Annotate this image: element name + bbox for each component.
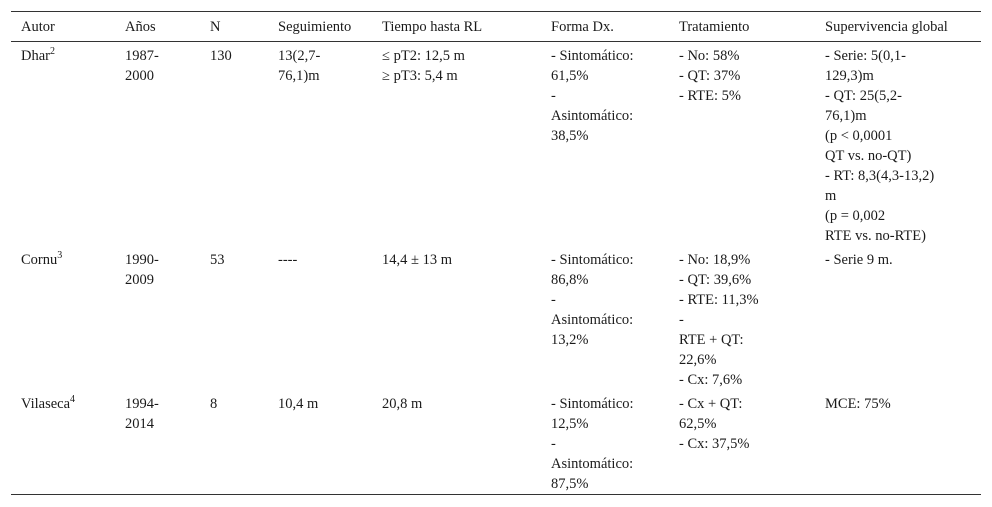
- cell-autor: [11, 246, 115, 390]
- followup-line: 10,4 m: [278, 396, 319, 412]
- header-autor: Autor: [21, 18, 55, 35]
- cell-tratamiento: [669, 42, 815, 247]
- cell-forma-dx: [541, 246, 669, 390]
- cell-anos: [115, 390, 200, 495]
- treatment-line: 22,6%: [679, 352, 717, 368]
- survival-line: m: [825, 188, 837, 204]
- header-n: N: [210, 18, 221, 35]
- header-tratamiento: Tratamiento: [679, 18, 750, 35]
- diagnosis-line: Asintomático:: [551, 108, 634, 124]
- time-line: ≤ pT2: 12,5 m: [382, 48, 465, 64]
- cell-autor: [11, 42, 115, 247]
- diagnosis-line: 61,5%: [551, 68, 589, 84]
- years-line: 1990-: [125, 252, 159, 268]
- results-table: [11, 11, 981, 495]
- diagnosis-line: - Sintomático:: [551, 396, 634, 412]
- treatment-line: -: [679, 312, 684, 328]
- diagnosis-line: -: [551, 88, 556, 104]
- survival-line: MCE: 75%: [825, 396, 891, 412]
- survival-line: QT vs. no-QT): [825, 148, 912, 164]
- cell-tiempo: [372, 390, 541, 495]
- author-name: Cornu: [21, 252, 58, 268]
- reference-superscript: 2: [50, 46, 55, 58]
- survival-line: - Serie 9 m.: [825, 252, 893, 268]
- survival-line: 76,1)m: [825, 108, 867, 124]
- cell-n: 53: [210, 252, 225, 268]
- cell-anos: [115, 42, 200, 247]
- survival-line: - Serie: 5(0,1-: [825, 48, 906, 64]
- followup-line: ----: [278, 252, 298, 268]
- cell-tiempo: [372, 246, 541, 390]
- treatment-line: - Cx + QT:: [679, 396, 743, 412]
- followup-line: 13(2,7-: [278, 48, 321, 64]
- survival-line: (p < 0,0001: [825, 128, 893, 144]
- header-forma-dx: Forma Dx.: [551, 18, 614, 35]
- table-body: [11, 42, 981, 495]
- treatment-line: RTE + QT:: [679, 332, 744, 348]
- followup-line: 76,1)m: [278, 68, 320, 84]
- diagnosis-line: Asintomático:: [551, 312, 634, 328]
- diagnosis-line: - Sintomático:: [551, 252, 634, 268]
- table-row: [11, 42, 981, 247]
- survival-line: (p = 0,002: [825, 208, 886, 224]
- results-table-container: [11, 11, 981, 495]
- cell-seguimiento: [268, 390, 372, 495]
- diagnosis-line: -: [551, 292, 556, 308]
- cell-supervivencia: [815, 42, 981, 247]
- header-supervivencia: Supervivencia global: [825, 18, 948, 35]
- years-line: 1987-: [125, 48, 159, 64]
- cell-anos: [115, 246, 200, 390]
- cell-autor: [11, 390, 115, 495]
- time-line: ≥ pT3: 5,4 m: [382, 68, 458, 84]
- treatment-line: - QT: 39,6%: [679, 272, 752, 288]
- survival-line: - RT: 8,3(4,3-13,2): [825, 168, 935, 184]
- header-anos: Años: [125, 18, 156, 35]
- diagnosis-line: 12,5%: [551, 416, 589, 432]
- survival-line: 129,3)m: [825, 68, 874, 84]
- cell-forma-dx: [541, 390, 669, 495]
- header-row: [11, 12, 981, 42]
- cell-tratamiento: [669, 246, 815, 390]
- table-row: [11, 390, 981, 495]
- table-row: [11, 246, 981, 390]
- cell-n: 130: [210, 48, 232, 64]
- cell-supervivencia: [815, 390, 981, 495]
- years-line: 2009: [125, 272, 154, 288]
- years-line: 2014: [125, 416, 154, 432]
- diagnosis-line: Asintomático:: [551, 456, 634, 472]
- author-name: Vilaseca: [21, 396, 71, 412]
- cell-tratamiento: [669, 390, 815, 495]
- reference-superscript: 3: [57, 250, 63, 262]
- treatment-line: - Cx: 37,5%: [679, 436, 750, 452]
- cell-tiempo: [372, 42, 541, 247]
- diagnosis-line: 86,8%: [551, 272, 589, 288]
- cell-n: 8: [210, 396, 218, 412]
- treatment-line: 62,5%: [679, 416, 717, 432]
- years-line: 1994-: [125, 396, 159, 412]
- header-tiempo: Tiempo hasta RL: [382, 18, 483, 35]
- treatment-line: - Cx: 7,6%: [679, 372, 743, 388]
- treatment-line: - No: 18,9%: [679, 252, 751, 268]
- years-line: 2000: [125, 68, 154, 84]
- diagnosis-line: -: [551, 436, 556, 452]
- treatment-line: - RTE: 5%: [679, 88, 741, 104]
- survival-line: RTE vs. no-RTE): [825, 228, 926, 244]
- treatment-line: - No: 58%: [679, 48, 740, 64]
- cell-seguimiento: [268, 42, 372, 247]
- cell-supervivencia: [815, 246, 981, 390]
- time-line: 14,4 ± 13 m: [382, 252, 452, 268]
- treatment-line: - RTE: 11,3%: [679, 292, 759, 308]
- header-seguimiento: Seguimiento: [278, 18, 352, 35]
- cell-seguimiento: [268, 246, 372, 390]
- treatment-line: - QT: 37%: [679, 68, 741, 84]
- survival-line: - QT: 25(5,2-: [825, 88, 902, 104]
- diagnosis-line: 87,5%: [551, 476, 589, 492]
- cell-forma-dx: [541, 42, 669, 247]
- author-name: Dhar: [21, 48, 50, 64]
- diagnosis-line: 13,2%: [551, 332, 589, 348]
- diagnosis-line: - Sintomático:: [551, 48, 634, 64]
- time-line: 20,8 m: [382, 396, 423, 412]
- diagnosis-line: 38,5%: [551, 128, 589, 144]
- reference-superscript: 4: [70, 394, 76, 406]
